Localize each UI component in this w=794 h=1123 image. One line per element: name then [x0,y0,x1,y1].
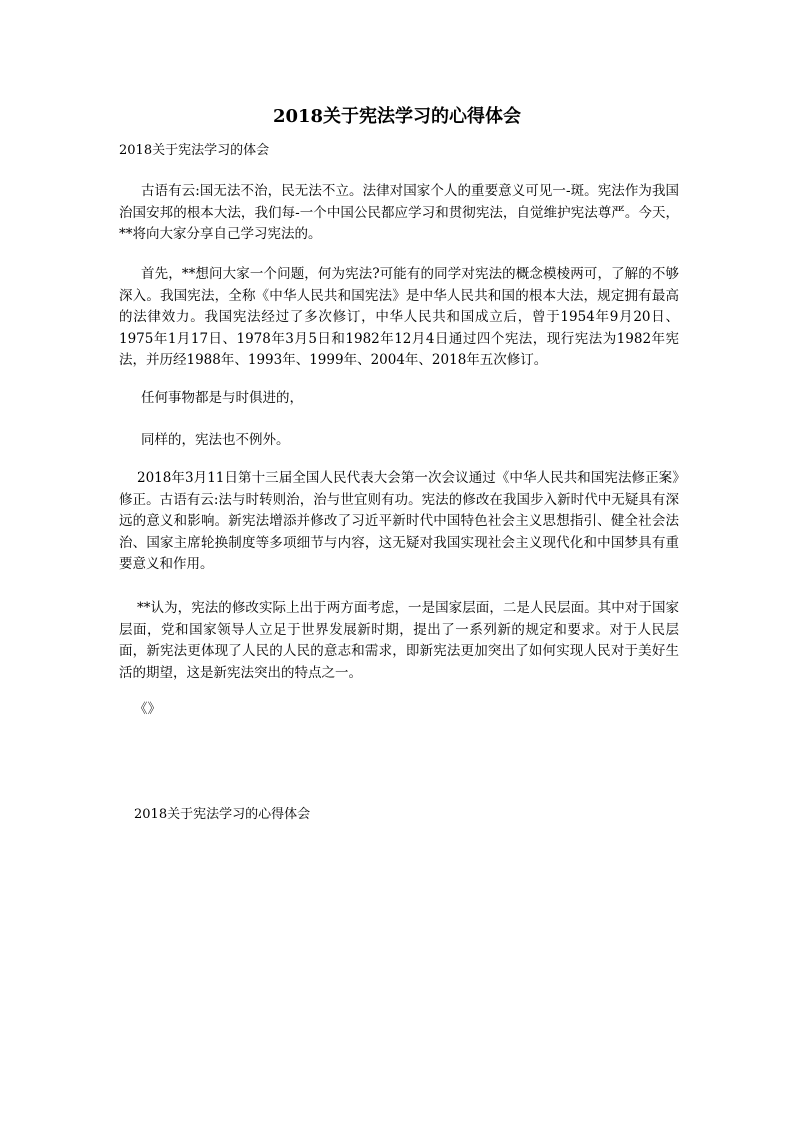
paragraph-no-exception: 同样的，宪法也不例外。 [141,432,290,448]
paragraph-2018-amendment: 2018年3月11日第十三届全国人民代表大会第一次会议通过《中华人民共和国宪法修正案》修正。古语有云:法与时转则治，治与世宜则有功。宪法的修改在我国步入新时代中无疑具有深远的意义和影响。新宪法增添并修改了习近平新时代中国特色社会主义思想指引、健全社会法治、国家主席轮换制度等多项细节与内容，这无疑对我国实现社会主义现代化和中国梦具有重要意义和作用。 [119,470,679,572]
document-subtitle: 2018关于宪法学习的体会 [119,143,270,158]
paragraph-two-aspects: **认为，宪法的修改实际上出于两方面考虑，一是国家层面，二是人民层面。其中对于国家层面，党和国家领导人立足于世界发展新时期，提出了一系列新的规定和要求。对于人民层面，新宪法更体现了人民的人民的意志和需求，即新宪法更加突出了如何实现人民对于美好生活的期望，这是新宪法突出的特点之一。 [119,600,679,681]
paragraph-what-is-constitution: 首先，**想问大家一个问题，何为宪法?可能有的同学对宪法的概念模棱两可，了解的不够深入。我国宪法，全称《中华人民共和国宪法》是中华人民共和国的根本大法，规定拥有最高的法律效力。我国宪法经过了多次修订，中华人民共和国成立后，曾于1954年9月20日、1975年1月17日、1978年3月5日和1982年12月4日通过四个宪法，现行宪法为1982年宪法，并历经1988年、1993年、1999年、2004年、2018年五次修订。 [119,266,679,368]
document-footer-title: 2018关于宪法学习的心得体会 [134,807,311,822]
document-title: 2018关于宪法学习的心得体会 [272,106,522,127]
paragraph-brackets: 《》 [134,701,161,717]
paragraph-intro: 古语有云:国无法不治，民无法不立。法律对国家个人的重要意义可见一-斑。宪法作为我国治国安邦的根本大法，我们每-一个中国公民都应学习和贯彻宪法，自觉维护宪法尊严。今天，**将向大家分享自己学习宪法的。 [119,183,679,242]
paragraph-keep-pace: 任何事物都是与时俱进的， [141,390,303,406]
